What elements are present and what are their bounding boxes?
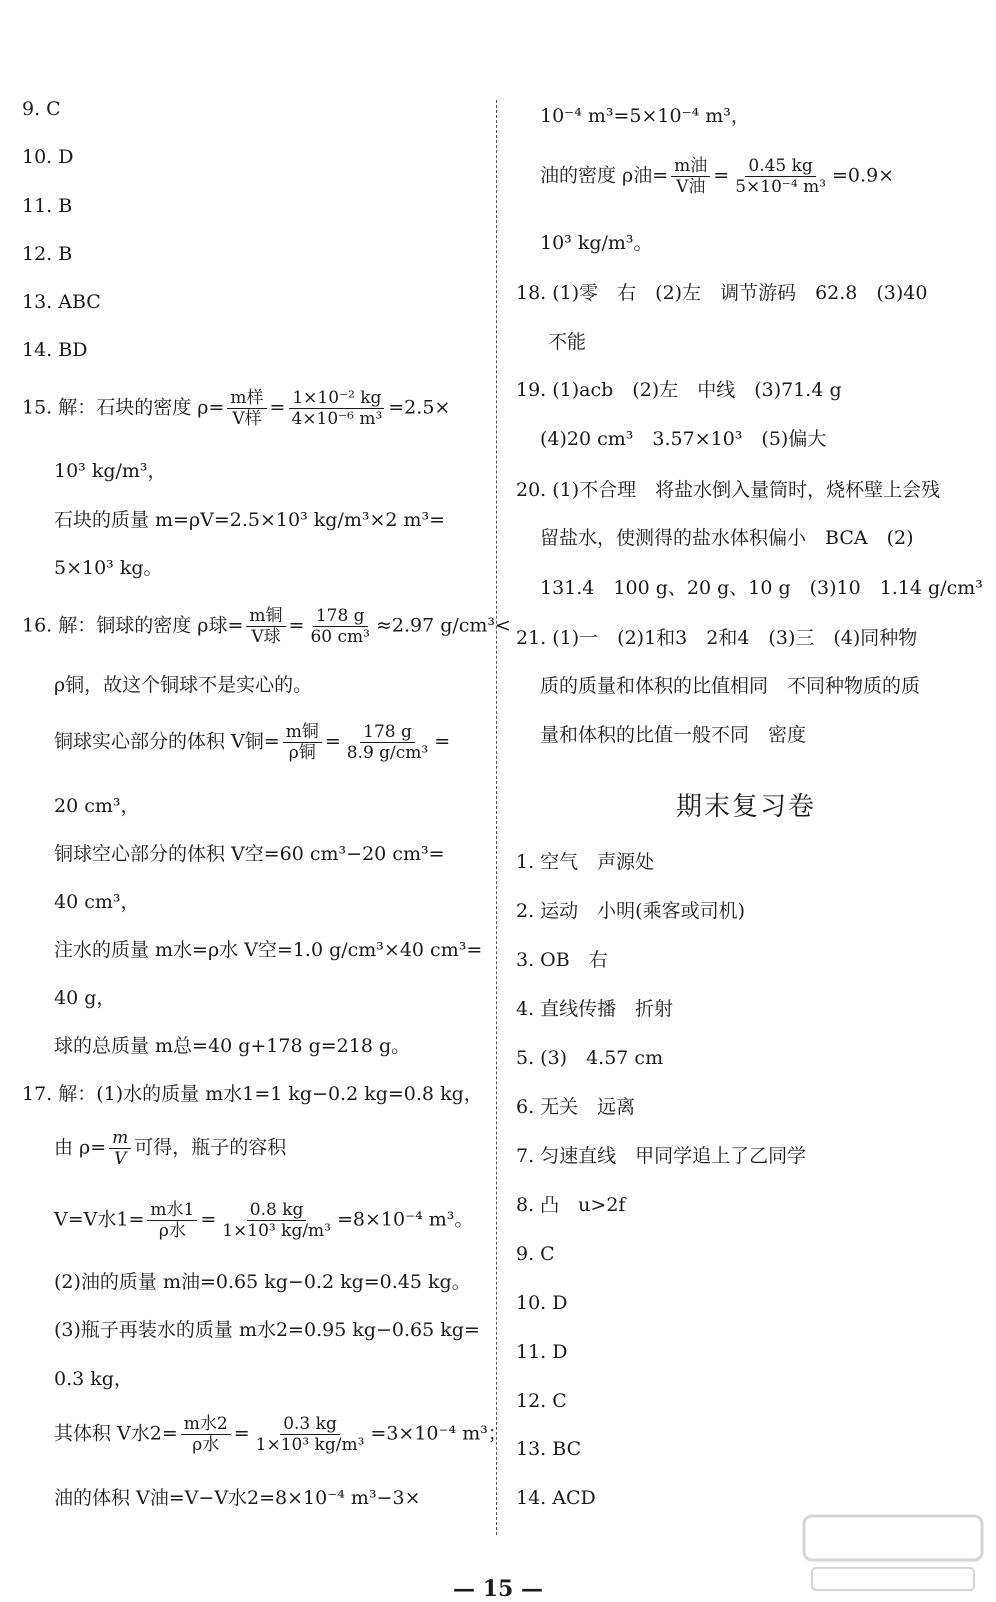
answer-15-line1: 15. 解：石块的密度 ρ= $\frac{\text{m样}}{\text{V样}}$ = $\frac{\text{1×10⁻² kg}}{\text{4×10⁻⁶ m³}}$ =2.5× bbox=[22, 388, 451, 429]
fraction: $\frac{0.8 kg}{\text{1×10³ kg/m³}}$ bbox=[222, 1200, 331, 1241]
answer-21-line3: 量和体积的比值一般不同 密度 bbox=[540, 724, 807, 746]
fraction: $\frac{178 g}{\text{8.9 g/cm³}}$ bbox=[346, 722, 429, 763]
answer-9: 9. C bbox=[22, 98, 61, 120]
fraction: $\frac{\text{m水2}}{\text{ρ水}}$ bbox=[181, 1414, 231, 1455]
answer-11: 11. B bbox=[22, 195, 73, 217]
answer-17-line1: 17. 解：(1)水的质量 m水1=1 kg−0.2 kg=0.8 kg， bbox=[22, 1083, 483, 1105]
fraction: $\frac{\text{m铜}}{\text{V球}}$ bbox=[246, 606, 285, 647]
column-divider bbox=[496, 100, 497, 1535]
answer-15-line3: 石块的质量 m=ρV=2.5×10³ kg/m³×2 m³= bbox=[54, 509, 446, 531]
answer-18-line2: 不能 bbox=[548, 331, 587, 353]
answer-16-line8: 40 g， bbox=[54, 987, 116, 1009]
watermark-logo-icon bbox=[798, 1510, 988, 1596]
fraction: $\frac{178 g}{\text{60 cm³}}$ bbox=[310, 606, 370, 647]
answer-16-line9: 球的总质量 m总=40 g+178 g=218 g。 bbox=[54, 1035, 411, 1057]
answer-12: 12. B bbox=[22, 243, 73, 265]
fraction: $\frac{\text{m样}}{\text{V样}}$ bbox=[227, 388, 266, 429]
answer-16-line2: ρ铜，故这个铜球不是实心的。 bbox=[54, 674, 313, 696]
answer-17-line7: 其体积 V水2= $\frac{\text{m水2}}{\text{ρ水}}$ = $\frac{0.3 kg}{\text{1×10³ kg/m³}}$ =3×10⁻⁴ m³； bbox=[54, 1414, 507, 1455]
answer-16-line4: 20 cm³， bbox=[54, 795, 140, 817]
answer-14: 14. BD bbox=[22, 339, 88, 361]
final-answer-5: 5. (3) 4.57 cm bbox=[516, 1047, 664, 1069]
answer-17-line5: (3)瓶子再装水的质量 m水2=0.95 kg−0.65 kg= bbox=[54, 1319, 480, 1341]
answer-19-line1: 19. (1)acb (2)左 中线 (3)71.4 g bbox=[516, 379, 842, 401]
fraction: $\frac{\text{m水1}}{\text{ρ水}}$ bbox=[147, 1200, 197, 1241]
final-answer-10: 10. D bbox=[516, 1292, 568, 1314]
fraction: $\frac{\text{1×10⁻² kg}}{\text{4×10⁻⁶ m³}}$ bbox=[288, 388, 385, 429]
answer-21-line1: 21. (1)一 (2)1和3 2和4 (3)三 (4)同种物 bbox=[516, 627, 918, 649]
final-answer-6: 6. 无关 远离 bbox=[516, 1096, 636, 1118]
final-answer-12: 12. C bbox=[516, 1390, 567, 1412]
answer-18-line1: 18. (1)零 右 (2)左 调节游码 62.8 (3)40 bbox=[516, 282, 928, 304]
answer-15-line4: 5×10³ kg。 bbox=[54, 557, 163, 579]
final-answer-2: 2. 运动 小明(乘客或司机) bbox=[516, 900, 745, 922]
answer-17-line4: (2)油的质量 m油=0.65 kg−0.2 kg=0.45 kg。 bbox=[54, 1271, 471, 1293]
answer-17-line2: 由 ρ= $\frac{m}{V}$ 可得，瓶子的容积 bbox=[54, 1128, 287, 1169]
answer-16-line7: 注水的质量 m水=ρ水 V空=1.0 g/cm³×40 cm³= bbox=[54, 939, 483, 961]
answer-17-cont-line3: 10³ kg/m³。 bbox=[540, 232, 653, 254]
answer-16-line6: 40 cm³， bbox=[54, 891, 140, 913]
final-answer-1: 1. 空气 声源处 bbox=[516, 851, 655, 873]
fraction: $\frac{0.45 kg}{\text{5×10⁻⁴ m³}}$ bbox=[735, 156, 827, 197]
section-heading: 期末复习卷 bbox=[675, 792, 816, 822]
answer-17-line8: 油的体积 V油=V−V水2=8×10⁻⁴ m³−3× bbox=[54, 1487, 421, 1509]
answer-17-cont-line1: 10⁻⁴ m³=5×10⁻⁴ m³， bbox=[540, 105, 750, 127]
final-answer-11: 11. D bbox=[516, 1341, 568, 1363]
answer-10: 10. D bbox=[22, 146, 74, 168]
fraction: $\frac{\text{m铜}}{\text{ρ铜}}$ bbox=[283, 722, 322, 763]
answer-21-line2: 质的质量和体积的比值相同 不同种物质的质 bbox=[540, 675, 921, 697]
answer-16-line1: 16. 解：铜球的密度 ρ球= $\frac{\text{m铜}}{\text{V球}}$ = $\frac{178 g}{\text{60 cm³}}$ ≈2.97 g/cm³< bbox=[22, 606, 511, 647]
answer-16-line3: 铜球实心部分的体积 V铜= $\frac{\text{m铜}}{\text{ρ铜}}$ = $\frac{178 g}{\text{8.9 g/cm³}}$ = bbox=[54, 722, 451, 763]
final-answer-7: 7. 匀速直线 甲同学追上了乙同学 bbox=[516, 1145, 807, 1167]
answer-15-line2: 10³ kg/m³， bbox=[54, 460, 167, 482]
final-answer-3: 3. OB 右 bbox=[516, 949, 608, 971]
final-answer-8: 8. 凸 u>2f bbox=[516, 1194, 626, 1216]
final-answer-4: 4. 直线传播 折射 bbox=[516, 998, 674, 1020]
answer-20-line1: 20. (1)不合理 将盐水倒入量筒时，烧杯壁上会残 bbox=[516, 479, 941, 501]
final-answer-14: 14. ACD bbox=[516, 1487, 596, 1509]
answer-20-line3: 131.4 100 g、20 g、10 g (3)10 1.14 g/cm³ bbox=[540, 577, 983, 599]
answer-20-line2: 留盐水，使测得的盐水体积偏小 BCA (2) bbox=[540, 527, 914, 549]
answer-13: 13. ABC bbox=[22, 291, 101, 313]
answer-19-line2: (4)20 cm³ 3.57×10³ (5)偏大 bbox=[540, 428, 827, 450]
answer-17-line6: 0.3 kg， bbox=[54, 1368, 133, 1390]
fraction: $\frac{\text{m油}}{\text{V油}}$ bbox=[671, 156, 710, 197]
fraction: $\frac{m}{V}$ bbox=[109, 1128, 131, 1169]
page-number: — 15 — bbox=[453, 1576, 543, 1602]
fraction: $\frac{0.3 kg}{\text{1×10³ kg/m³}}$ bbox=[255, 1414, 365, 1455]
answer-17-line3: V=V水1= $\frac{\text{m水1}}{\text{ρ水}}$ = $\frac{0.8 kg}{\text{1×10³ kg/m³}}$ =8×10⁻⁴ m³。 bbox=[54, 1200, 474, 1241]
answer-17-cont-line2: 油的密度 ρ油= $\frac{\text{m油}}{\text{V油}}$ = $\frac{0.45 kg}{\text{5×10⁻⁴ m³}}$ =0.9× bbox=[540, 156, 895, 197]
final-answer-13: 13. BC bbox=[516, 1438, 582, 1460]
answer-16-line5: 铜球空心部分的体积 V空=60 cm³−20 cm³= bbox=[54, 843, 445, 865]
final-answer-9: 9. C bbox=[516, 1243, 555, 1265]
